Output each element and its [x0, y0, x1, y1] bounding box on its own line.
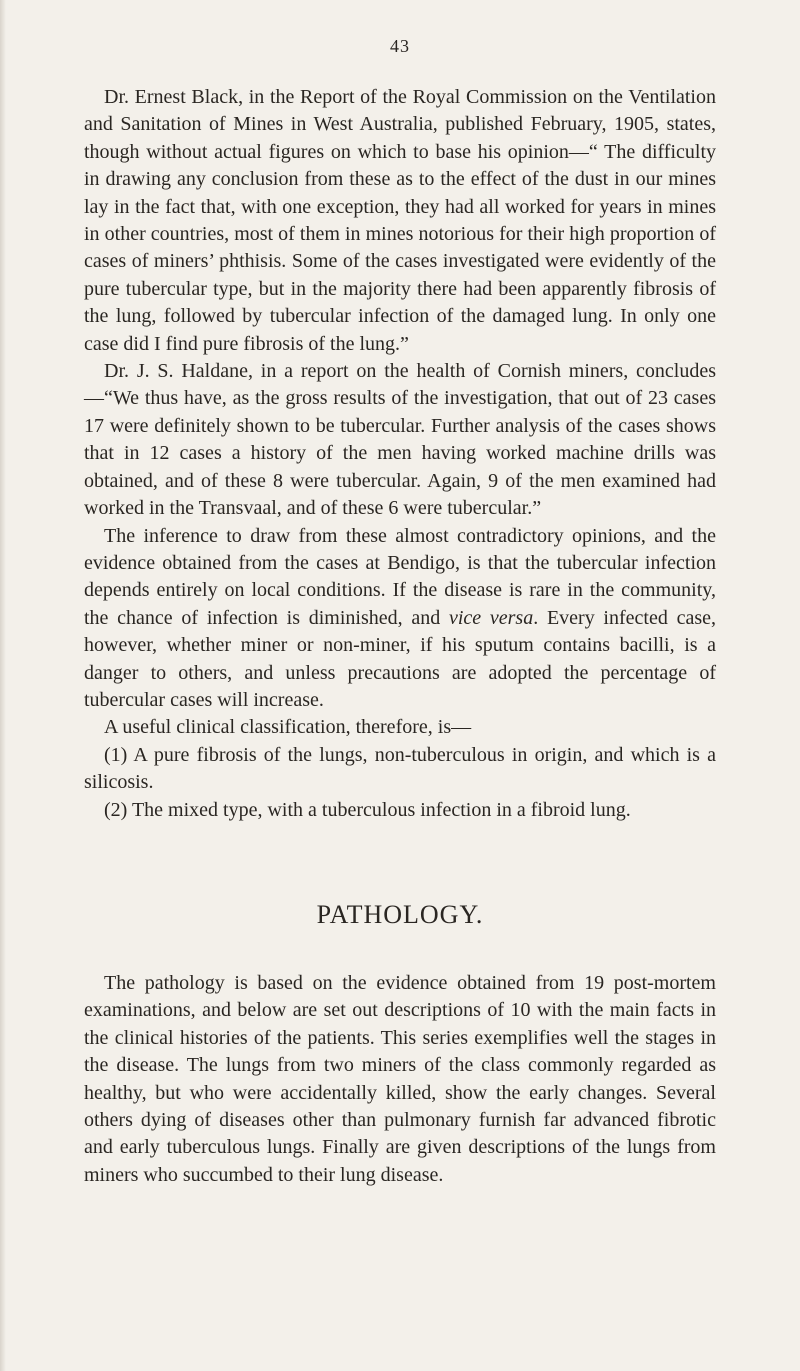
- paragraph-pathology: The pathology is based on the evidence obtained from 19 post-mortem examinations, and below are set out descriptions of 10 with the main facts in the clinical histories of the patients. This series exemplifies well the stages in the disease. The lungs from two miners of the class commonly regarded as healthy, but who were accidentally killed, show the early changes. Several others dying of diseases other than pulmonary furnish far advanced fibrotic and early tuberculous lungs. Finally are given descriptions of the lungs from miners who succumbed to their lung disease.: [84, 972, 716, 1186]
- classification-item-number: (2): [104, 798, 128, 821]
- classification-item-1: [84, 742, 716, 797]
- inference-text-before: The inference to draw from these almost contradictory opinions, and the evidence obtained from the cases at Bendigo, is that the tubercular infection depends entirely on local conditions. If the disease is rare in the community, the chance of infection is diminished, and: [84, 524, 716, 629]
- paragraph-inference: [84, 523, 716, 715]
- inference-text-after: . Every infected case, however, whether miner or non-miner, if his sputum contains bacilli, is a danger to others, and unless precautions are adopted the percentage of tubercular cases will increase.: [84, 606, 716, 711]
- paragraph-haldane-report: Dr. J. S. Haldane, in a report on the health of Cornish miners, concludes—“We thus have, as the gross results of the investigation, that out of 23 cases 17 were definitely shown to be tubercular. Further analysis of the cases shows that in 12 cases a history of the men having worked machine drills was obtained, and of these 8 were tubercular. Again, 9 of the men examined had worked in the Transvaal, and of these 6 were tubercular.”: [84, 360, 716, 520]
- paragraph-classification-intro: A useful clinical classification, therefore, is—: [104, 716, 472, 739]
- body-text: [84, 84, 716, 824]
- classification-item-text: The mixed type, with a tuberculous infection in a fibroid lung.: [127, 798, 631, 821]
- page-edge-shadow: [0, 0, 6, 1371]
- paragraph-black-report: Dr. Ernest Black, in the Report of the Royal Commission on the Ventilation and Sanitation of Mines in West Australia, published February, 1905, states, though without actual figures on which to base his opinion—“ The difficulty in drawing any conclusion from these as to the effect of the dust in our mines lay in the fact that, with one exception, they had all worked for years in mines in other countries, most of them in mines notorious for their high proportion of cases of miners’ phthisis. Some of the cases investigated were evidently of the pure tubercular type, but in the majority there had been apparently fibrosis of the lung, followed by tubercular infection of the damaged lung. In only one case did I find pure fibrosis of the lung.”: [84, 86, 716, 355]
- classification-item-2: [84, 797, 716, 824]
- page-number: 43: [390, 36, 410, 56]
- section-text: [84, 970, 716, 1189]
- section-heading: PATHOLOGY.: [316, 900, 484, 929]
- classification-item-text: A pure fibrosis of the lungs, non-tuberculous in origin, and which is a silicosis.: [84, 743, 716, 794]
- classification-item-number: (1): [104, 743, 128, 766]
- inference-italic: vice versa: [448, 606, 534, 629]
